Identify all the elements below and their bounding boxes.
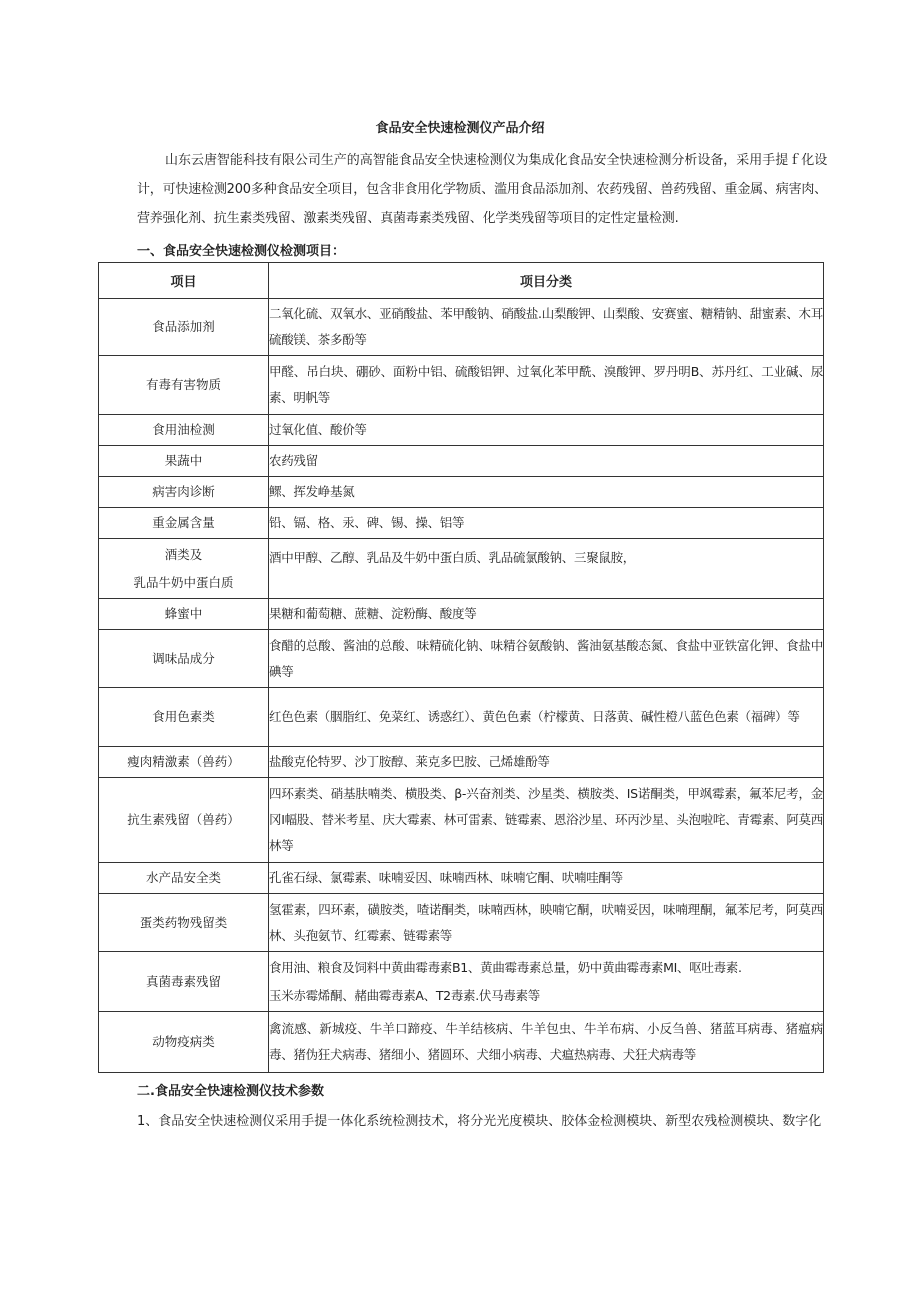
table-row bbox=[99, 778, 824, 863]
table-row bbox=[99, 1012, 824, 1073]
row-detail: 农药残留 bbox=[269, 446, 824, 477]
table-row bbox=[99, 688, 824, 747]
row-item: 食品添加剂 bbox=[99, 299, 269, 356]
section-heading-items: 一、食品安全快速检测仪检测项目： bbox=[137, 244, 346, 259]
row-detail: 红色色素（胭脂红、免菜红、诱惑红）、黄色色素（柠檬黄、日落黄、碱性橙八蓝色色素（福碑）等 bbox=[269, 688, 824, 747]
row-item: 有毒有害物质 bbox=[99, 356, 269, 415]
row-item: 动物疫病类 bbox=[99, 1012, 269, 1073]
table-header-row bbox=[99, 263, 824, 299]
row-detail: 盐酸克伦特罗、沙丁胺醇、莱克多巴胺、己烯雄酚等 bbox=[269, 747, 824, 778]
row-item: 食用色素类 bbox=[99, 688, 269, 747]
row-detail: 甲醛、吊白块、硼砂、面粉中铝、硫酸铝钾、过氧化苯甲酰、溴酸钾、罗丹明B、苏丹红、工业碱、尿素、明帆等 bbox=[269, 356, 824, 415]
row-item: 蛋类药物残留类 bbox=[99, 894, 269, 952]
table-row bbox=[99, 477, 824, 508]
table-row bbox=[99, 446, 824, 477]
table-row bbox=[99, 630, 824, 688]
row-item: 水产品安全类 bbox=[99, 863, 269, 894]
detection-items-table bbox=[98, 262, 824, 1073]
table-row bbox=[99, 863, 824, 894]
table-row bbox=[99, 539, 824, 599]
table-row bbox=[99, 508, 824, 539]
row-detail: 食醋的总酸、酱油的总酸、味精硫化钠、味精谷氨酸钠、酱油氨基酸态氮、食盐中亚铁富化钾、食盐中碘等 bbox=[269, 630, 824, 688]
table-row bbox=[99, 747, 824, 778]
row-item: 重金属含量 bbox=[99, 508, 269, 539]
row-detail-line2: 玉米赤霉烯酮、赭曲霉毒素A、T2毒素.伏马毒素等 bbox=[269, 987, 540, 1003]
row-item: 食用油检测 bbox=[99, 415, 269, 446]
row-detail: 氢霍素，四环素，磺胺类，喳诺酮类，味喃西林，映喃它酮，吠喃妥因，味喃理酮，氟苯尼考，阿莫西林、头孢氨节、红霉素、链霉素等 bbox=[269, 894, 824, 952]
row-detail: 酒中甲醇、乙醇、乳品及牛奶中蛋白质、乳品硫氯酸钠、三聚鼠胺， bbox=[269, 539, 824, 599]
row-detail: 四环素类、硝基肤喃类、横股类、β-兴奋剂类、沙星类、横胺类、IS诺酮类，甲飒霉素，氟苯尼考，金冈I幅股、替米考星、庆大霉素、林可雷素、链霉素、恩浴沙星、环丙沙星、头泡啦咤、青霉素、阿莫西林等 bbox=[269, 778, 824, 863]
intro-paragraph: 山东云唐智能科技有限公司生产的高智能食品安全快速检测仪为集成化食品安全快速检测分析设备，采用手提ｆ化设计，可快速检测200多种食品安全项目，包含非食用化学物质、滥用食品添加剂、农药残留、兽药残留、重金属、病害肉、营养强化剂、抗生素类残留、激素类残留、真菌毒素类残留、化学类残留等项目的定性定量检测. bbox=[137, 153, 827, 226]
table-row bbox=[99, 299, 824, 356]
row-detail: 鳏、挥发峥基氮 bbox=[269, 477, 824, 508]
row-item: 抗生素残留（兽药） bbox=[99, 778, 269, 863]
header-item: 项目 bbox=[99, 263, 269, 299]
row-item-line1: 酒类及 bbox=[164, 546, 203, 562]
table-row bbox=[99, 415, 824, 446]
table-row bbox=[99, 356, 824, 415]
section-heading-tech-params: 二.食品安全快速检测仪技术参数 bbox=[137, 1084, 324, 1099]
header-category: 项目分类 bbox=[269, 263, 824, 299]
row-item bbox=[99, 539, 269, 599]
row-detail: 铅、镉、格、汞、碑、锡、操、铝等 bbox=[269, 508, 824, 539]
row-item-line2: 乳品牛奶中蛋白质 bbox=[133, 574, 234, 590]
row-item: 真菌毒素残留 bbox=[99, 952, 269, 1012]
document-title: 食品安全快速检测仪产品介绍 bbox=[375, 121, 545, 136]
row-detail: 果糖和葡萄糖、蔗糖、淀粉酶、酸度等 bbox=[269, 599, 824, 630]
row-item: 调味品成分 bbox=[99, 630, 269, 688]
row-detail bbox=[269, 952, 824, 1012]
row-detail: 二氧化硫、双氧水、亚硝酸盐、苯甲酸钠、硝酸盐.山梨酸钾、山梨酸、安赛蜜、糖精钠、甜蜜素、木耳硫酸镁、茶多酚等 bbox=[269, 299, 824, 356]
table-row bbox=[99, 894, 824, 952]
row-item: 蜂蜜中 bbox=[99, 599, 269, 630]
row-item: 病害肉诊断 bbox=[99, 477, 269, 508]
row-detail: 过氧化值、酸价等 bbox=[269, 415, 824, 446]
row-detail-line1: 食用油、粮食及饲料中黄曲霉毒素B1、黄曲霉毒素总量，奶中黄曲霉毒素MI、呕吐毒素. bbox=[269, 959, 742, 975]
row-item: 果蔬中 bbox=[99, 446, 269, 477]
table-row bbox=[99, 952, 824, 1012]
row-item: 瘦肉精激素（兽药） bbox=[99, 747, 269, 778]
row-detail: 禽流感、新城疫、牛羊口蹄疫、牛羊结核病、牛羊包虫、牛羊布病、小反刍兽、猪蓝耳病毒、猪瘟病毒、猪伪狂犬病毒、猪细小、猪圆环、犬细小病毒、犬瘟热病毒、犬狂犬病毒等 bbox=[269, 1012, 824, 1073]
table-row bbox=[99, 599, 824, 630]
tech-params-paragraph: 1、食品安全快速检测仪采用手提一体化系统检测技术，将分光光度模块、胶体金检测模块、新型农残检测模块、数字化 bbox=[137, 1114, 822, 1129]
row-detail: 孔雀石绿、氯霉素、味喃妥因、味喃西林、味喃它酮、吠喃哇酮等 bbox=[269, 863, 824, 894]
